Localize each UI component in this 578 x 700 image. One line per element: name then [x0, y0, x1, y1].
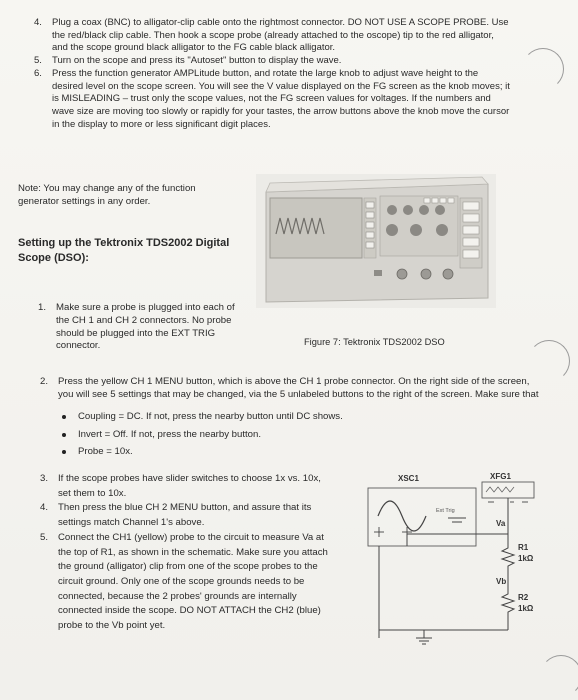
- list-item: [40, 531, 330, 634]
- item-number: 4.: [34, 17, 42, 28]
- fg-label: XFG1: [490, 472, 511, 481]
- note-text: Note: You may change any of the function generator settings in any order.: [18, 183, 196, 207]
- section-heading: Setting up the Tektronix TDS2002 Digital Scope (DSO):: [18, 237, 230, 264]
- scope-steps-list-c: [40, 472, 330, 634]
- item-number: 6.: [34, 67, 42, 79]
- settings-bullet-list: [62, 408, 343, 461]
- binder-ring-icon: [528, 340, 570, 382]
- item-text: Then press the blue CH 2 MENU button, and assure that its settings match Channel 1's above.: [58, 502, 312, 529]
- list-item: [34, 17, 510, 55]
- circuit-schematic: [362, 466, 540, 646]
- item-text: Plug a coax (BNC) to alligator-clip cable onto the rightmost connector. DO NOT USE A SCOPE PROBE. Use the red/black clip cable. Then hook a scope probe (already attached to the oscope) tip to the red alligator, and the scope ground black alligator to the FG cable black alligator.: [52, 17, 509, 54]
- bullet-item: Invert = Off. If not, press the nearby button.: [62, 426, 343, 444]
- bullet-item: Probe = 10x.: [62, 443, 343, 461]
- list-item: [40, 376, 540, 402]
- item-text: Press the function generator AMPLitude button, and rotate the large knob to adjust wave height to the desired level on the scope screen. You will see the V value displayed on the FG screen as the knob moves; it is MISLEADING – trust only the scope values, not the FG screen values for voltages. If the numbers and wave size are moving too slowly or rapidly for your tastes, the arrow buttons above the knob move the cursor in the display to more or less significant digit places.: [52, 67, 510, 130]
- item-number: 1.: [38, 302, 47, 313]
- scope-steps-list-a: [38, 302, 244, 353]
- scope-wave-icon: [378, 501, 426, 531]
- r2-label: R2: [518, 593, 529, 602]
- item-text: Connect the CH1 (yellow) probe to the circuit to measure Va at the top of R1, as shown in the schematic. Make sure you attach the ground (alligator) clip from one of the scope probes to the circuit ground. Only one of the scope grounds needs to be connected, because the 2 probes' grounds are internally connected inside the scope. DO NOT ATTACH the CH2 (blue) probe to the Vb point yet.: [58, 531, 328, 632]
- list-item: [40, 501, 330, 530]
- r1-label: R1: [518, 543, 529, 552]
- item-number: 5.: [34, 55, 42, 67]
- top-steps-list: [34, 17, 510, 131]
- item-number: 2.: [40, 376, 49, 387]
- scope-steps-list-b: [40, 376, 540, 402]
- vb-label: Vb: [496, 577, 507, 586]
- scope-label: XSC1: [398, 474, 419, 483]
- item-text: Press the yellow CH 1 MENU button, which is above the CH 1 probe connector. On the right side of the screen, you will see 5 settings that may be changed, via the 5 unlabeled buttons to the right of the screen. Make sure that: [58, 376, 539, 400]
- item-text: If the scope probes have slider switches to choose 1x vs. 10x, set them to 10x.: [58, 473, 321, 499]
- va-label: Va: [496, 519, 506, 528]
- figure-caption: Figure 7: Tektronix TDS2002 DSO: [304, 337, 445, 347]
- list-item: [38, 302, 244, 353]
- r2-value: 1kΩ: [518, 604, 534, 613]
- binder-ring-icon: [522, 48, 564, 90]
- binder-ring-icon: [540, 655, 578, 697]
- r1-value: 1kΩ: [518, 554, 534, 563]
- item-number: 4.: [40, 502, 49, 514]
- ext-trig-label: Ext Trig: [436, 508, 455, 514]
- item-text: Turn on the scope and press its "Autoset" button to display the wave.: [52, 55, 342, 67]
- list-item: [34, 68, 510, 132]
- ground-icon: [416, 630, 432, 644]
- item-number: 3.: [40, 473, 49, 484]
- item-text: Make sure a probe is plugged into each of the CH 1 and CH 2 connectors. No probe should be plugged into the EXT TRIG connector.: [56, 302, 235, 352]
- resistor-r1-icon: [502, 534, 514, 574]
- list-item: [34, 55, 510, 68]
- list-item: [40, 472, 330, 501]
- item-number: 5.: [40, 531, 49, 543]
- bullet-item: Coupling = DC. If not, press the nearby button until DC shows.: [62, 408, 343, 426]
- scope-photo-image: [256, 174, 496, 308]
